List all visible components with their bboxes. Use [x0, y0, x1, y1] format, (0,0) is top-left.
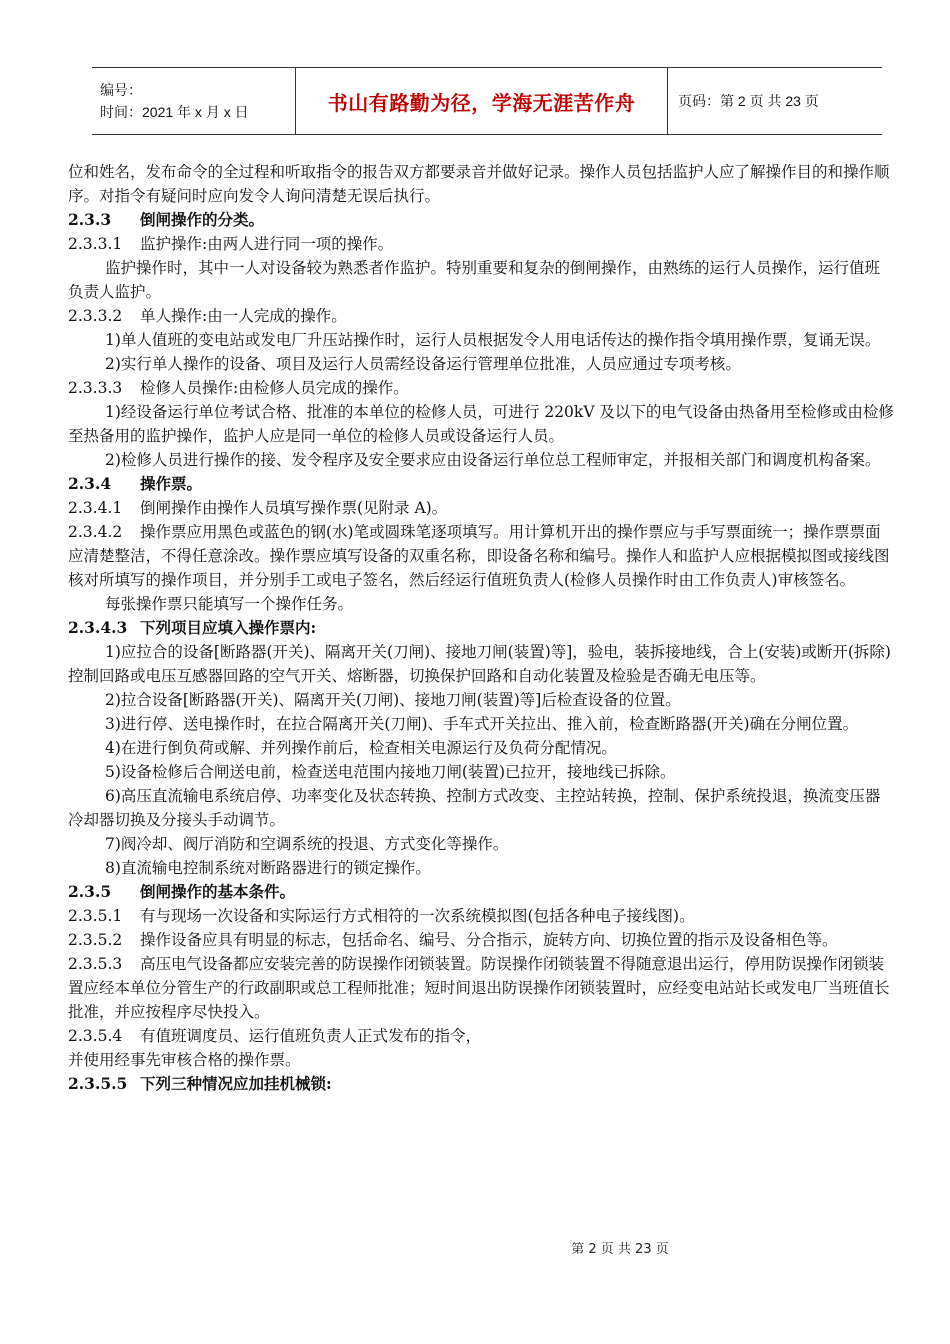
list-item: 1)单人值班的变电站或发电厂升压站操作时，运行人员根据发令人用电话传达的操作指令填用操作票，复诵无误。 — [105, 331, 881, 349]
header-motto-cell — [295, 68, 668, 134]
paragraph: 位和姓名，发布命令的全过程和听取指令的报告双方都要录音并做好记录。操作人员包括监护人应了解操作目的和操作顺序。对指令有疑问时应向发令人询问清楚无误后执行。 — [68, 163, 890, 205]
subsection: 2.3.4.1 倒闸操作由操作人员填写操作票(见附录 A)。 — [68, 499, 448, 517]
list-item: 6)高压直流输电系统启停、功率变化及状态转换、控制方式改变、主控站转换，控制、保护系统投退，换流变压器冷却器切换及分接头手动调节。 — [68, 787, 881, 829]
list-item: 1)经设备运行单位考试合格、批准的本单位的检修人员，可进行 220kV 及以下的电气设备由热备用至检修或由检修至热备用的监护操作，监护人应是同一单位的检修人员或设备运行人员。 — [68, 403, 894, 445]
paragraph: 并使用经事先审核合格的操作票。 — [68, 1051, 301, 1069]
subsection: 2.3.5.3 高压电气设备都应安装完善的防误操作闭锁装置。防误操作闭锁装置不得随意退出运行，停用防误操作闭锁装置应经本单位分管生产的行政副职或总工程师批准；短时间退出防误操作闭锁装置时，应经变电站站长或发电厂当班值长批准，并应按程序尽快投入。 — [68, 955, 890, 1021]
paragraph: 监护操作时，其中一人对设备较为熟悉者作监护。特别重要和复杂的倒闸操作，由熟练的运行人员操作，运行值班负责人监护。 — [68, 259, 881, 301]
header-page-info: 页码：第 2 页 共 23 页 — [678, 93, 819, 109]
list-item: 8)直流输电控制系统对断路器进行的锁定操作。 — [105, 859, 431, 877]
list-item: 2)拉合设备[断路器(开关)、隔离开关(刀闸)、接地刀闸(装置)等]后检查设备的位置。 — [105, 691, 681, 709]
subsection: 2.3.5.2 操作设备应具有明显的标志，包括命名、编号、分合指示，旋转方向、切换位置的指示及设备相色等。 — [68, 931, 838, 949]
page-header — [92, 67, 882, 135]
list-item: 7)阀冷却、阀厅消防和空调系统的投退、方式变化等操作。 — [105, 835, 509, 853]
list-item: 1)应拉合的设备[断路器(开关)、隔离开关(刀闸)、接地刀闸(装置)等]，验电，装拆接地线，合上(安装)或断开(拆除)控制回路或电压互感器回路的空气开关、熔断器，切换保护回路和自动化装置及检验是否确无电压等。 — [68, 643, 891, 685]
section-heading: 2.3.5 倒闸操作的基本条件。 — [68, 882, 296, 901]
subsection: 2.3.3.1 监护操作:由两人进行同一项的操作。 — [68, 235, 394, 253]
subsection: 2.3.5.1 有与现场一次设备和实际运行方式相符的一次系统模拟图(包括各种电子接线图)。 — [68, 907, 695, 925]
list-item: 4)在进行倒负荷或解、并列操作前后，检查相关电源运行及负荷分配情况。 — [105, 739, 617, 757]
paragraph: 每张操作票只能填写一个操作任务。 — [105, 595, 354, 613]
section-heading: 2.3.3 倒闸操作的分类。 — [68, 210, 265, 229]
subsection-heading: 2.3.5.5 下列三种情况应加挂机械锁: — [68, 1074, 332, 1093]
subsection: 2.3.3.3 检修人员操作:由检修人员完成的操作。 — [68, 379, 409, 397]
header-meta — [92, 68, 295, 134]
subsection: 2.3.3.2 单人操作:由一人完成的操作。 — [68, 307, 347, 325]
section-heading: 2.3.4 操作票。 — [68, 474, 203, 493]
list-item: 3)进行停、送电操作时，在拉合隔离开关(刀闸)、手车式开关拉出、推入前，检查断路器(开关)确在分闸位置。 — [105, 715, 859, 733]
list-item: 5)设备检修后合闸送电前，检查送电范围内接地刀闸(装置)已拉开，接地线已拆除。 — [105, 763, 676, 781]
list-item: 2)实行单人操作的设备、项目及运行人员需经设备运行管理单位批准，人员应通过专项考核。 — [105, 355, 741, 373]
subsection: 2.3.4.2 操作票应用黑色或蓝色的钢(水)笔或圆珠笔逐项填写。用计算机开出的操作票应与手写票面统一；操作票票面应清楚整洁，不得任意涂改。操作票应填写设备的双重名称，即设备名称和编号。操作人和监护人应根据模拟图或接线图核对所填写的操作项目，并分别手工或电子签名，然后经运行值班负责人(检修人员操作时由工作负责人)审核签名。 — [68, 523, 890, 589]
list-item: 2)检修人员进行操作的接、发令程序及安全要求应由设备运行单位总工程师审定，并报相关部门和调度机构备案。 — [105, 451, 881, 469]
code-label: 编号： — [100, 82, 142, 98]
page-footer: 第 2 页 共 23 页 — [571, 1242, 669, 1257]
motto: 书山有路勤为径，学海无涯苦作舟 — [327, 90, 636, 115]
subsection-heading: 2.3.4.3 下列项目应填入操作票内: — [68, 618, 317, 637]
document-body — [68, 160, 894, 1096]
subsection: 2.3.5.4 有值班调度员、运行值班负责人正式发布的指令， — [68, 1027, 482, 1045]
time-label: 时间：2021 年 x 月 x 日 — [100, 104, 249, 120]
